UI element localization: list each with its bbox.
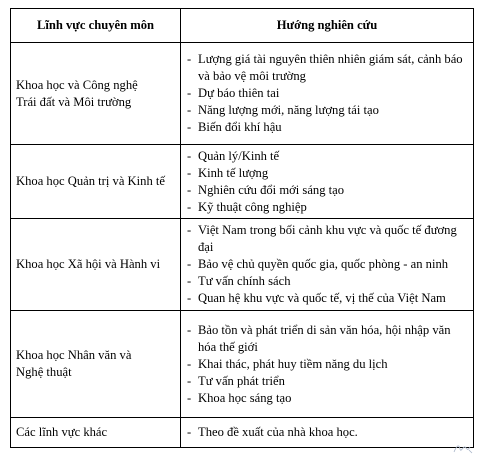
table-row xyxy=(11,43,474,145)
header-directions: Hướng nghiên cứu xyxy=(181,9,474,43)
field-name-line: Khoa học và Công nghệ xyxy=(16,77,138,92)
directions-list xyxy=(187,222,467,307)
directions-list xyxy=(187,424,467,441)
field-name-line: Các lĩnh vực khác xyxy=(16,425,108,439)
table-row xyxy=(11,145,474,219)
list-item: - Quản lý/Kinh tế xyxy=(187,148,467,165)
field-name-line: Khoa học Quản trị và Kinh tế xyxy=(16,174,165,188)
directions-list xyxy=(187,322,467,407)
directions-cell xyxy=(181,43,474,145)
list-item: - Khoa học sáng tạo xyxy=(187,390,467,407)
table-header-row xyxy=(11,9,474,43)
directions-cell xyxy=(181,145,474,219)
directions-list xyxy=(187,51,467,136)
field-cell xyxy=(11,219,181,311)
directions-cell xyxy=(181,219,474,311)
list-item: - Tư vấn phát triển xyxy=(187,373,467,390)
initials-signature-mark xyxy=(452,441,474,455)
list-item: - Việt Nam trong bối cảnh khu vực và quốc tế đương đại xyxy=(187,222,467,256)
list-item: - Kỹ thuật công nghiệp xyxy=(187,199,467,216)
list-item: - Nghiên cứu đổi mới sáng tạo xyxy=(187,182,467,199)
field-cell xyxy=(11,43,181,145)
field-cell xyxy=(11,418,181,448)
table-row xyxy=(11,219,474,311)
field-name-line: Khoa học Nhân văn và xyxy=(16,348,132,362)
list-item: - Dự báo thiên tai xyxy=(187,85,467,102)
directions-cell xyxy=(181,418,474,448)
field-name-line: Trái đất và Môi trường xyxy=(16,94,132,109)
field-cell xyxy=(11,145,181,219)
list-item: - Biến đổi khí hậu xyxy=(187,119,467,136)
list-item: - Quan hệ khu vực và quốc tế, vị thế của Việt Nam xyxy=(187,290,467,307)
list-item: - Năng lượng mới, năng lượng tái tạo xyxy=(187,102,467,119)
directions-cell xyxy=(181,311,474,418)
table-row xyxy=(11,311,474,418)
table-row xyxy=(11,418,474,448)
field-cell xyxy=(11,311,181,418)
field-name-line: Nghệ thuật xyxy=(16,365,72,379)
field-name-line: Khoa học Xã hội và Hành vi xyxy=(16,257,161,271)
list-item: - Khai thác, phát huy tiềm năng du lịch xyxy=(187,356,467,373)
list-item: - Theo đề xuất của nhà khoa học. xyxy=(187,424,467,441)
list-item: - Bảo vệ chủ quyền quốc gia, quốc phòng - an ninh xyxy=(187,256,467,273)
directions-list xyxy=(187,148,467,216)
header-field: Lĩnh vực chuyên môn xyxy=(11,9,181,43)
list-item: - Kinh tế lượng xyxy=(187,165,467,182)
list-item: - Bảo tồn và phát triển di sản văn hóa, hội nhập văn hóa thế giới xyxy=(187,322,467,356)
list-item: - Lượng giá tài nguyên thiên nhiên giám sát, cảnh báo và bảo vệ môi trường xyxy=(187,51,467,85)
research-fields-table xyxy=(10,8,474,448)
list-item: - Tư vấn chính sách xyxy=(187,273,467,290)
